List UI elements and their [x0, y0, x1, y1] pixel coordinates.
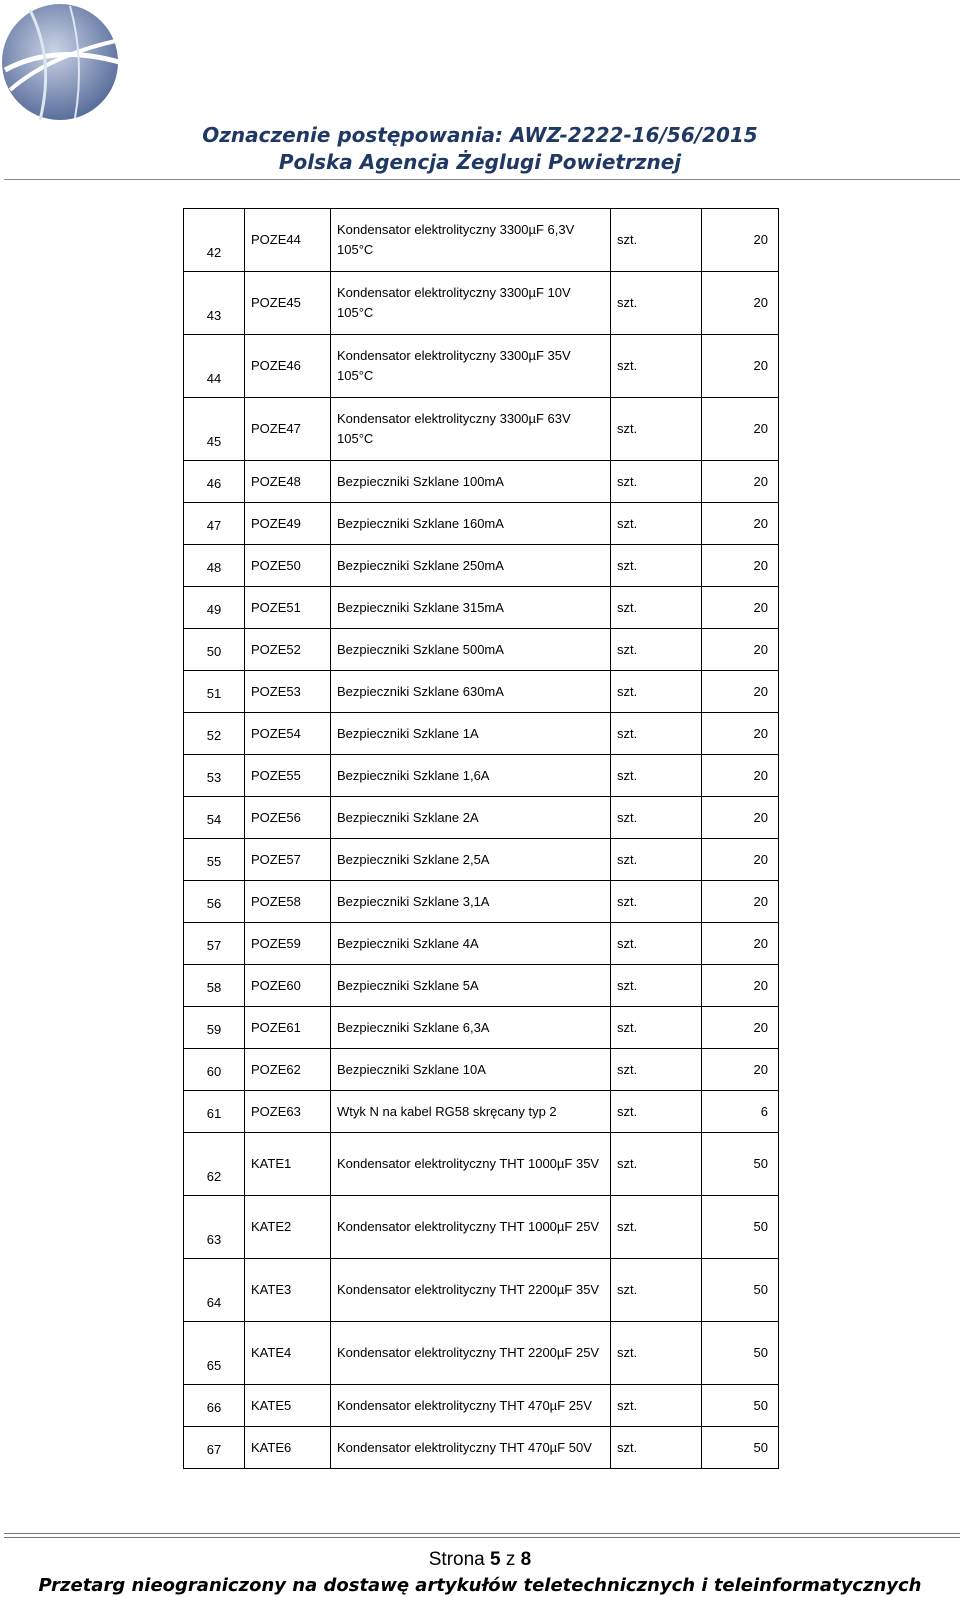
row-number: 57 — [184, 923, 245, 965]
row-number: 49 — [184, 587, 245, 629]
row-number: 67 — [184, 1427, 245, 1469]
table-row — [184, 1259, 779, 1322]
item-name: Kondensator elektrolityczny 3300µF 63V 105°C — [331, 398, 611, 461]
item-unit: szt. — [611, 503, 702, 545]
item-code: POZE61 — [245, 1007, 331, 1049]
table-row — [184, 797, 779, 839]
row-number: 65 — [184, 1322, 245, 1385]
item-code: POZE60 — [245, 965, 331, 1007]
table-row — [184, 629, 779, 671]
item-quantity: 20 — [702, 629, 779, 671]
item-code: KATE5 — [245, 1385, 331, 1427]
item-quantity: 20 — [702, 713, 779, 755]
row-number: 54 — [184, 797, 245, 839]
item-unit: szt. — [611, 1091, 702, 1133]
item-name: Kondensator elektrolityczny THT 1000µF 35V — [331, 1133, 611, 1196]
row-number: 59 — [184, 1007, 245, 1049]
item-quantity: 50 — [702, 1427, 779, 1469]
row-number: 61 — [184, 1091, 245, 1133]
row-number: 51 — [184, 671, 245, 713]
item-name: Kondensator elektrolityczny THT 470µF 50V — [331, 1427, 611, 1469]
item-code: POZE59 — [245, 923, 331, 965]
item-unit: szt. — [611, 545, 702, 587]
item-quantity: 20 — [702, 923, 779, 965]
row-number: 58 — [184, 965, 245, 1007]
table-row — [184, 461, 779, 503]
item-code: POZE56 — [245, 797, 331, 839]
item-name: Bezpieczniki Szklane 2A — [331, 797, 611, 839]
item-code: POZE49 — [245, 503, 331, 545]
item-unit: szt. — [611, 1049, 702, 1091]
item-code: KATE2 — [245, 1196, 331, 1259]
item-quantity: 20 — [702, 545, 779, 587]
table-row — [184, 335, 779, 398]
item-quantity: 20 — [702, 965, 779, 1007]
page-prefix: Strona — [428, 1549, 485, 1570]
item-code: POZE48 — [245, 461, 331, 503]
item-name: Bezpieczniki Szklane 1A — [331, 713, 611, 755]
table-row — [184, 209, 779, 272]
table-row — [184, 545, 779, 587]
item-unit: szt. — [611, 881, 702, 923]
item-code: POZE62 — [245, 1049, 331, 1091]
table-row — [184, 965, 779, 1007]
item-code: POZE63 — [245, 1091, 331, 1133]
item-name: Kondensator elektrolityczny THT 2200µF 35V — [331, 1259, 611, 1322]
item-quantity: 20 — [702, 839, 779, 881]
row-number: 48 — [184, 545, 245, 587]
table-row — [184, 839, 779, 881]
item-name: Bezpieczniki Szklane 630mA — [331, 671, 611, 713]
header-divider — [4, 179, 960, 180]
item-unit: szt. — [611, 1427, 702, 1469]
item-unit: szt. — [611, 1322, 702, 1385]
item-name: Kondensator elektrolityczny 3300µF 10V 105°C — [331, 272, 611, 335]
agency-name: Polska Agencja Żeglugi Powietrznej — [278, 150, 682, 174]
item-code: POZE44 — [245, 209, 331, 272]
item-unit: szt. — [611, 755, 702, 797]
table-row — [184, 1049, 779, 1091]
page-sep: z — [505, 1549, 516, 1570]
page-current: 5 — [490, 1549, 501, 1570]
table-row — [184, 1091, 779, 1133]
table-row — [184, 1322, 779, 1385]
item-code: POZE53 — [245, 671, 331, 713]
item-unit: szt. — [611, 272, 702, 335]
item-unit: szt. — [611, 965, 702, 1007]
item-code: POZE50 — [245, 545, 331, 587]
item-unit: szt. — [611, 839, 702, 881]
item-code: POZE57 — [245, 839, 331, 881]
table-row — [184, 713, 779, 755]
row-number: 50 — [184, 629, 245, 671]
item-name: Bezpieczniki Szklane 6,3A — [331, 1007, 611, 1049]
item-name: Kondensator elektrolityczny 3300µF 6,3V 105°C — [331, 209, 611, 272]
row-number: 55 — [184, 839, 245, 881]
item-name: Bezpieczniki Szklane 500mA — [331, 629, 611, 671]
item-unit: szt. — [611, 797, 702, 839]
row-number: 52 — [184, 713, 245, 755]
document-reference: Oznaczenie postępowania: AWZ-2222-16/56/2015 — [202, 123, 758, 147]
item-quantity: 20 — [702, 1007, 779, 1049]
table-row — [184, 1196, 779, 1259]
row-number: 60 — [184, 1049, 245, 1091]
footer-divider-2 — [4, 1537, 960, 1538]
items-table — [183, 208, 779, 1469]
item-name: Bezpieczniki Szklane 100mA — [331, 461, 611, 503]
item-unit: szt. — [611, 587, 702, 629]
item-code: KATE4 — [245, 1322, 331, 1385]
item-name: Bezpieczniki Szklane 10A — [331, 1049, 611, 1091]
item-quantity: 20 — [702, 671, 779, 713]
item-code: POZE52 — [245, 629, 331, 671]
item-unit: szt. — [611, 923, 702, 965]
item-name: Bezpieczniki Szklane 250mA — [331, 545, 611, 587]
page-total: 8 — [520, 1549, 532, 1570]
item-name: Bezpieczniki Szklane 3,1A — [331, 881, 611, 923]
item-quantity: 20 — [702, 398, 779, 461]
item-quantity: 50 — [702, 1385, 779, 1427]
table-row — [184, 1007, 779, 1049]
item-unit: szt. — [611, 629, 702, 671]
item-unit: szt. — [611, 398, 702, 461]
item-name: Bezpieczniki Szklane 160mA — [331, 503, 611, 545]
row-number: 53 — [184, 755, 245, 797]
item-quantity: 20 — [702, 503, 779, 545]
item-unit: szt. — [611, 1196, 702, 1259]
item-code: POZE55 — [245, 755, 331, 797]
item-quantity: 20 — [702, 272, 779, 335]
row-number: 45 — [184, 398, 245, 461]
item-unit: szt. — [611, 713, 702, 755]
table-row — [184, 1133, 779, 1196]
item-name: Wtyk N na kabel RG58 skręcany typ 2 — [331, 1091, 611, 1133]
tender-title: Przetarg nieograniczony na dostawę artykułów teletechnicznych i teleinformatycznych — [38, 1575, 922, 1596]
page-number — [0, 1549, 960, 1571]
row-number: 42 — [184, 209, 245, 272]
item-code: KATE3 — [245, 1259, 331, 1322]
item-name: Kondensator elektrolityczny THT 2200µF 25V — [331, 1322, 611, 1385]
item-unit: szt. — [611, 209, 702, 272]
item-quantity: 20 — [702, 209, 779, 272]
item-quantity: 50 — [702, 1196, 779, 1259]
item-code: POZE58 — [245, 881, 331, 923]
item-quantity: 20 — [702, 335, 779, 398]
item-name: Bezpieczniki Szklane 5A — [331, 965, 611, 1007]
item-code: POZE45 — [245, 272, 331, 335]
item-unit: szt. — [611, 671, 702, 713]
item-quantity: 50 — [702, 1133, 779, 1196]
item-name: Kondensator elektrolityczny THT 1000µF 25V — [331, 1196, 611, 1259]
table-row — [184, 881, 779, 923]
row-number: 56 — [184, 881, 245, 923]
item-quantity: 20 — [702, 1049, 779, 1091]
row-number: 44 — [184, 335, 245, 398]
item-code: POZE54 — [245, 713, 331, 755]
agency-logo — [0, 0, 140, 125]
item-quantity: 20 — [702, 755, 779, 797]
table-row — [184, 398, 779, 461]
row-number: 62 — [184, 1133, 245, 1196]
item-unit: szt. — [611, 461, 702, 503]
item-code: KATE6 — [245, 1427, 331, 1469]
item-quantity: 20 — [702, 461, 779, 503]
table-row — [184, 1427, 779, 1469]
item-quantity: 50 — [702, 1322, 779, 1385]
row-number: 46 — [184, 461, 245, 503]
row-number: 47 — [184, 503, 245, 545]
item-quantity: 20 — [702, 881, 779, 923]
table-row — [184, 923, 779, 965]
item-name: Kondensator elektrolityczny THT 470µF 25V — [331, 1385, 611, 1427]
row-number: 64 — [184, 1259, 245, 1322]
item-unit: szt. — [611, 1385, 702, 1427]
row-number: 63 — [184, 1196, 245, 1259]
table-row — [184, 1385, 779, 1427]
item-quantity: 6 — [702, 1091, 779, 1133]
item-name: Kondensator elektrolityczny 3300µF 35V 105°C — [331, 335, 611, 398]
item-unit: szt. — [611, 1259, 702, 1322]
table-row — [184, 755, 779, 797]
footer-divider — [4, 1533, 960, 1534]
item-quantity: 50 — [702, 1259, 779, 1322]
item-quantity: 20 — [702, 587, 779, 629]
table-row — [184, 587, 779, 629]
item-name: Bezpieczniki Szklane 4A — [331, 923, 611, 965]
item-code: POZE47 — [245, 398, 331, 461]
item-unit: szt. — [611, 1007, 702, 1049]
table-row — [184, 503, 779, 545]
table-row — [184, 671, 779, 713]
item-name: Bezpieczniki Szklane 315mA — [331, 587, 611, 629]
item-code: POZE51 — [245, 587, 331, 629]
row-number: 43 — [184, 272, 245, 335]
item-code: KATE1 — [245, 1133, 331, 1196]
item-unit: szt. — [611, 1133, 702, 1196]
item-code: POZE46 — [245, 335, 331, 398]
row-number: 66 — [184, 1385, 245, 1427]
table-row — [184, 272, 779, 335]
item-name: Bezpieczniki Szklane 2,5A — [331, 839, 611, 881]
item-unit: szt. — [611, 335, 702, 398]
item-quantity: 20 — [702, 797, 779, 839]
item-name: Bezpieczniki Szklane 1,6A — [331, 755, 611, 797]
